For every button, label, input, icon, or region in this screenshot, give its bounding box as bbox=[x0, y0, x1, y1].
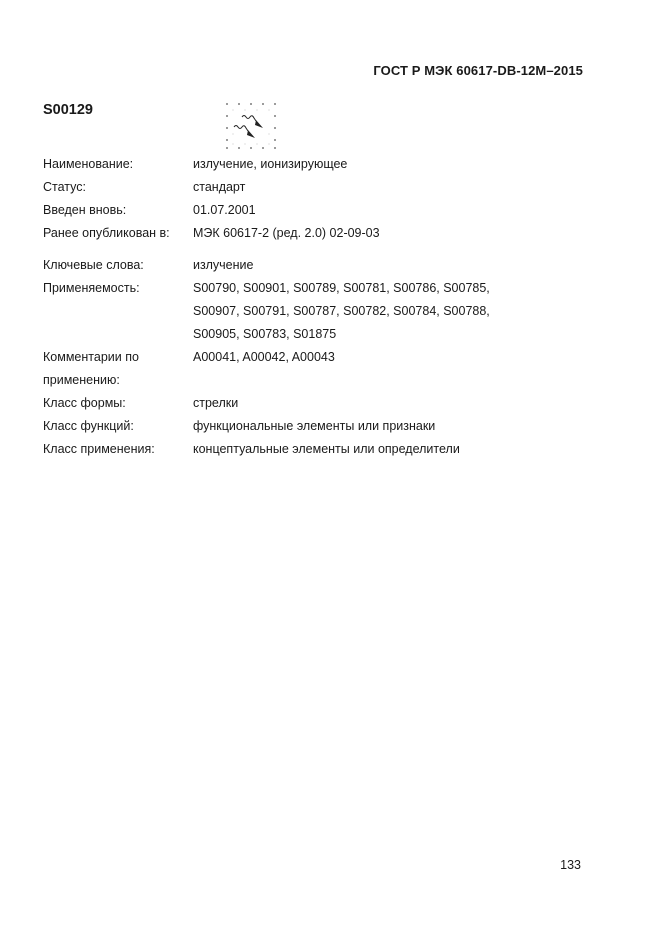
field-value bbox=[193, 277, 603, 346]
field-shape-class bbox=[43, 392, 603, 415]
label-line: Комментарии по bbox=[43, 350, 139, 364]
applicability-line: S00907, S00791, S00787, S00782, S00784, S00788, bbox=[193, 304, 490, 318]
field-function-class bbox=[43, 415, 603, 438]
label-line: применению: bbox=[43, 373, 120, 387]
field-value: стандарт bbox=[193, 180, 246, 194]
field-label: Класс функций: bbox=[43, 419, 134, 433]
document-header-standard: ГОСТ Р МЭК 60617-DB-12M–2015 bbox=[373, 63, 583, 78]
symbol-id-heading: S00129 bbox=[43, 102, 93, 118]
field-name bbox=[43, 153, 603, 176]
field-value: стрелки bbox=[193, 396, 239, 410]
applicability-line: S00790, S00901, S00789, S00781, S00786, S00785, bbox=[193, 281, 490, 295]
applicability-line: S00905, S00783, S01875 bbox=[193, 327, 337, 341]
ionizing-radiation-arrows-icon bbox=[224, 101, 278, 151]
field-application-comments bbox=[43, 346, 603, 392]
field-value: функциональные элементы или признаки bbox=[193, 419, 436, 433]
section-gap bbox=[43, 245, 603, 254]
field-applicability bbox=[43, 277, 603, 346]
field-label: Введен вновь: bbox=[43, 203, 127, 217]
field-introduced bbox=[43, 199, 603, 222]
field-label bbox=[43, 346, 193, 392]
field-label: Класс формы: bbox=[43, 396, 126, 410]
field-value: МЭК 60617-2 (ред. 2.0) 02-09-03 bbox=[193, 226, 380, 240]
symbol-properties bbox=[43, 153, 603, 461]
field-value: A00041, A00042, A00043 bbox=[193, 350, 335, 364]
field-label: Статус: bbox=[43, 180, 86, 194]
field-value: концептуальные элементы или определители bbox=[193, 442, 460, 456]
field-value: 01.07.2001 bbox=[193, 203, 256, 217]
field-label: Класс применения: bbox=[43, 442, 155, 456]
field-label: Наименование: bbox=[43, 157, 134, 171]
field-label: Применяемость: bbox=[43, 281, 140, 295]
field-label: Ключевые слова: bbox=[43, 258, 144, 272]
field-value: излучение bbox=[193, 258, 254, 272]
field-previously-published bbox=[43, 222, 603, 245]
page-number: 133 bbox=[560, 858, 581, 872]
field-value: излучение, ионизирующее bbox=[193, 157, 348, 171]
field-label: Ранее опубликован в: bbox=[43, 226, 170, 240]
field-keywords bbox=[43, 254, 603, 277]
field-application-class bbox=[43, 438, 603, 461]
field-status bbox=[43, 176, 603, 199]
